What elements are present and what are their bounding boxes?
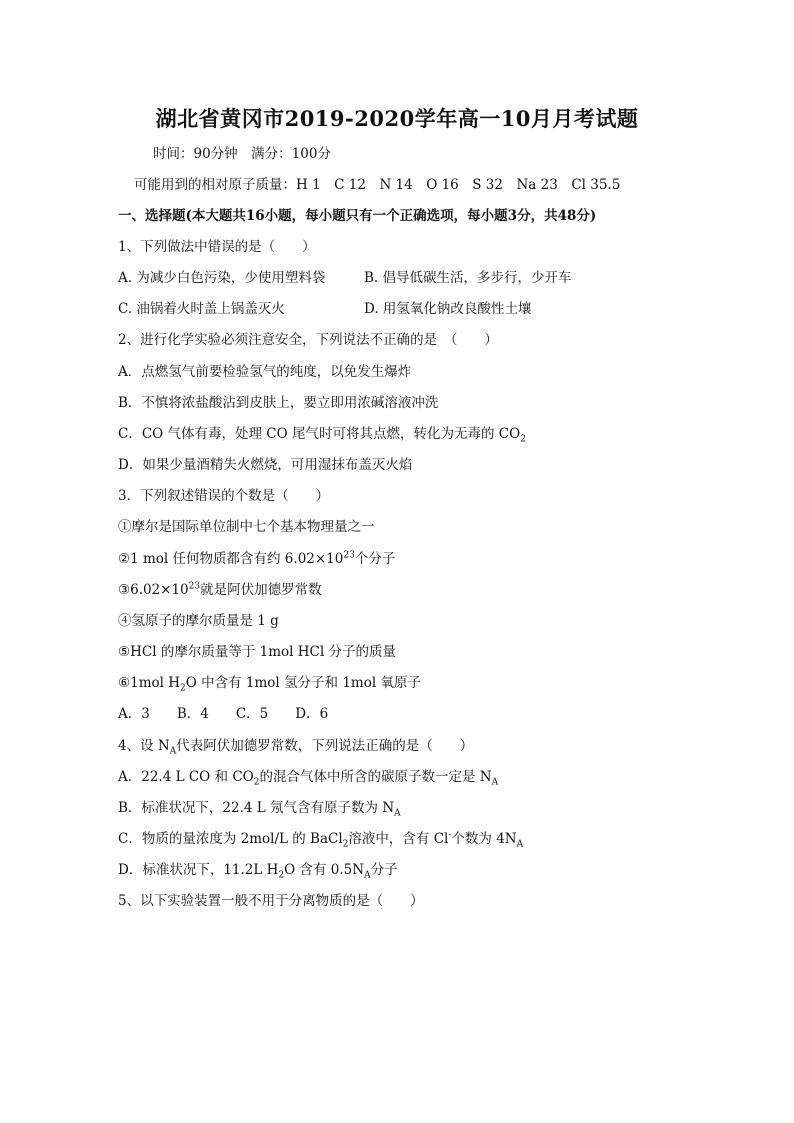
q4-stem-tail: 代表阿伏加德罗常数，下列说法正确的是（ ）: [176, 738, 474, 754]
q1-stem: 1、下列做法中错误的是（ ）: [118, 239, 316, 255]
q5-stem: 5、以下实验装置一般不用于分离物质的是（ ）: [118, 893, 424, 909]
q3-s3-text: ③6.02×10: [118, 582, 189, 598]
q4-a-sub1: 2: [253, 777, 260, 788]
q3-statement-6: [118, 673, 421, 693]
q3-s2-exp: 23: [343, 550, 355, 561]
q4-d-text: D．标准状况下，11.2L H: [118, 862, 279, 878]
q3-statement-1: ①摩尔是国际单位制中七个基本物理量之一: [118, 519, 375, 535]
q2-option-b: B．不慎将浓盐酸沾到皮肤上，要立即用浓碱溶液冲洗: [118, 395, 439, 411]
q4-d-tail: 分子: [370, 862, 398, 878]
q4-a-sub2: A: [491, 777, 499, 788]
q4-a-text: A．22.4 L CO 和 CO: [118, 769, 254, 785]
q2-option-c-text: C．CO 气体有毒，处理 CO 尾气时可将其点燃，转化为无毒的 CO: [118, 426, 521, 442]
q4-a-mid: 的混合气体中所含的碳原子数一定是 N: [259, 769, 492, 785]
q4-b-sub: A: [394, 808, 401, 819]
q3-options: A．3 B．4 C．5 D．6: [118, 706, 329, 722]
q3-s6-text: ⑥1mol H: [118, 675, 181, 691]
time-info: 时间：90分钟 满分：100分: [153, 146, 331, 162]
q1-option-b: B. 倡导低碳生活，多步行，少开车: [364, 270, 572, 286]
q4-c-sub2: A: [516, 839, 524, 850]
q2-option-c-sub: 2: [520, 434, 526, 445]
q4-option-a: [118, 767, 498, 787]
q3-s2-tail: 个分子: [354, 551, 396, 567]
q4-b-text: B．标准状况下，22.4 L 氖气含有原子数为 N: [118, 800, 395, 816]
q2-option-c: [118, 424, 526, 444]
q4-stem-sub: A: [169, 746, 177, 757]
q1-options-ab: [118, 268, 678, 288]
q3-statement-4: ④氢原子的摩尔质量是 1 g: [118, 613, 279, 629]
q2-option-a: A．点燃氢气前要检验氢气的纯度，以免发生爆炸: [118, 364, 412, 380]
q1-option-c: C. 油锅着火时盖上锅盖灭火: [118, 301, 285, 317]
q4-d-mid: O 含有 0.5N: [284, 862, 365, 878]
q1-option-d: D. 用氢氧化钠改良酸性土壤: [364, 301, 532, 317]
q4-c-mid2: 个数为 4N: [451, 831, 517, 847]
q3-s3-tail: 就是阿伏加德罗常数: [200, 582, 322, 598]
q1-options-cd: [118, 299, 678, 319]
q3-statement-2: [118, 549, 395, 569]
q4-stem: [118, 736, 473, 756]
page-title: 湖北省黄冈市2019-2020学年高一10月月考试题: [155, 106, 639, 131]
q4-stem-text: 4、设 N: [118, 738, 170, 754]
q3-s3-exp: 23: [188, 581, 201, 592]
q3-statement-5: ⑤HCl 的摩尔质量等于 1mol HCl 分子的质量: [118, 644, 396, 660]
q4-option-d: [118, 860, 398, 880]
q4-d-sub2: A: [364, 870, 371, 881]
q3-s6-sub: 2: [180, 683, 186, 694]
q4-option-b: [118, 798, 401, 818]
q4-c-sup: -: [448, 830, 452, 841]
q3-stem: 3．下列叙述错误的个数是（ ）: [118, 488, 330, 504]
q4-option-c: [118, 829, 523, 849]
q3-s6-tail: O 中含有 1mol 氢分子和 1mol 氧原子: [185, 675, 421, 691]
q4-c-mid: 溶液中，含有 Cl: [348, 831, 449, 847]
q3-statement-3: [118, 580, 322, 600]
q3-s2-text: ②1 mol 任何物质都含有约 6.02×10: [118, 551, 344, 567]
q4-c-sub1: 2: [342, 839, 349, 850]
atomic-masses: 可能用到的相对原子质量：H 1 C 12 N 14 O 16 S 32 Na 23 Cl 35.5: [134, 177, 621, 193]
q2-stem: 2、进行化学实验必须注意安全，下列说法不正确的是 （ ）: [118, 332, 498, 348]
q1-option-a: A. 为减少白色污染，少使用塑料袋: [118, 270, 326, 286]
section-heading: 一、选择题(本大题共16小题，每小题只有一个正确选项，每小题3分，共48分): [118, 208, 597, 224]
q4-d-sub1: 2: [278, 870, 285, 881]
q4-c-text: C．物质的量浓度为 2mol/L 的 BaCl: [118, 831, 343, 847]
q2-option-d: D．如果少量酒精失火燃烧，可用湿抹布盖灭火焰: [118, 457, 413, 473]
